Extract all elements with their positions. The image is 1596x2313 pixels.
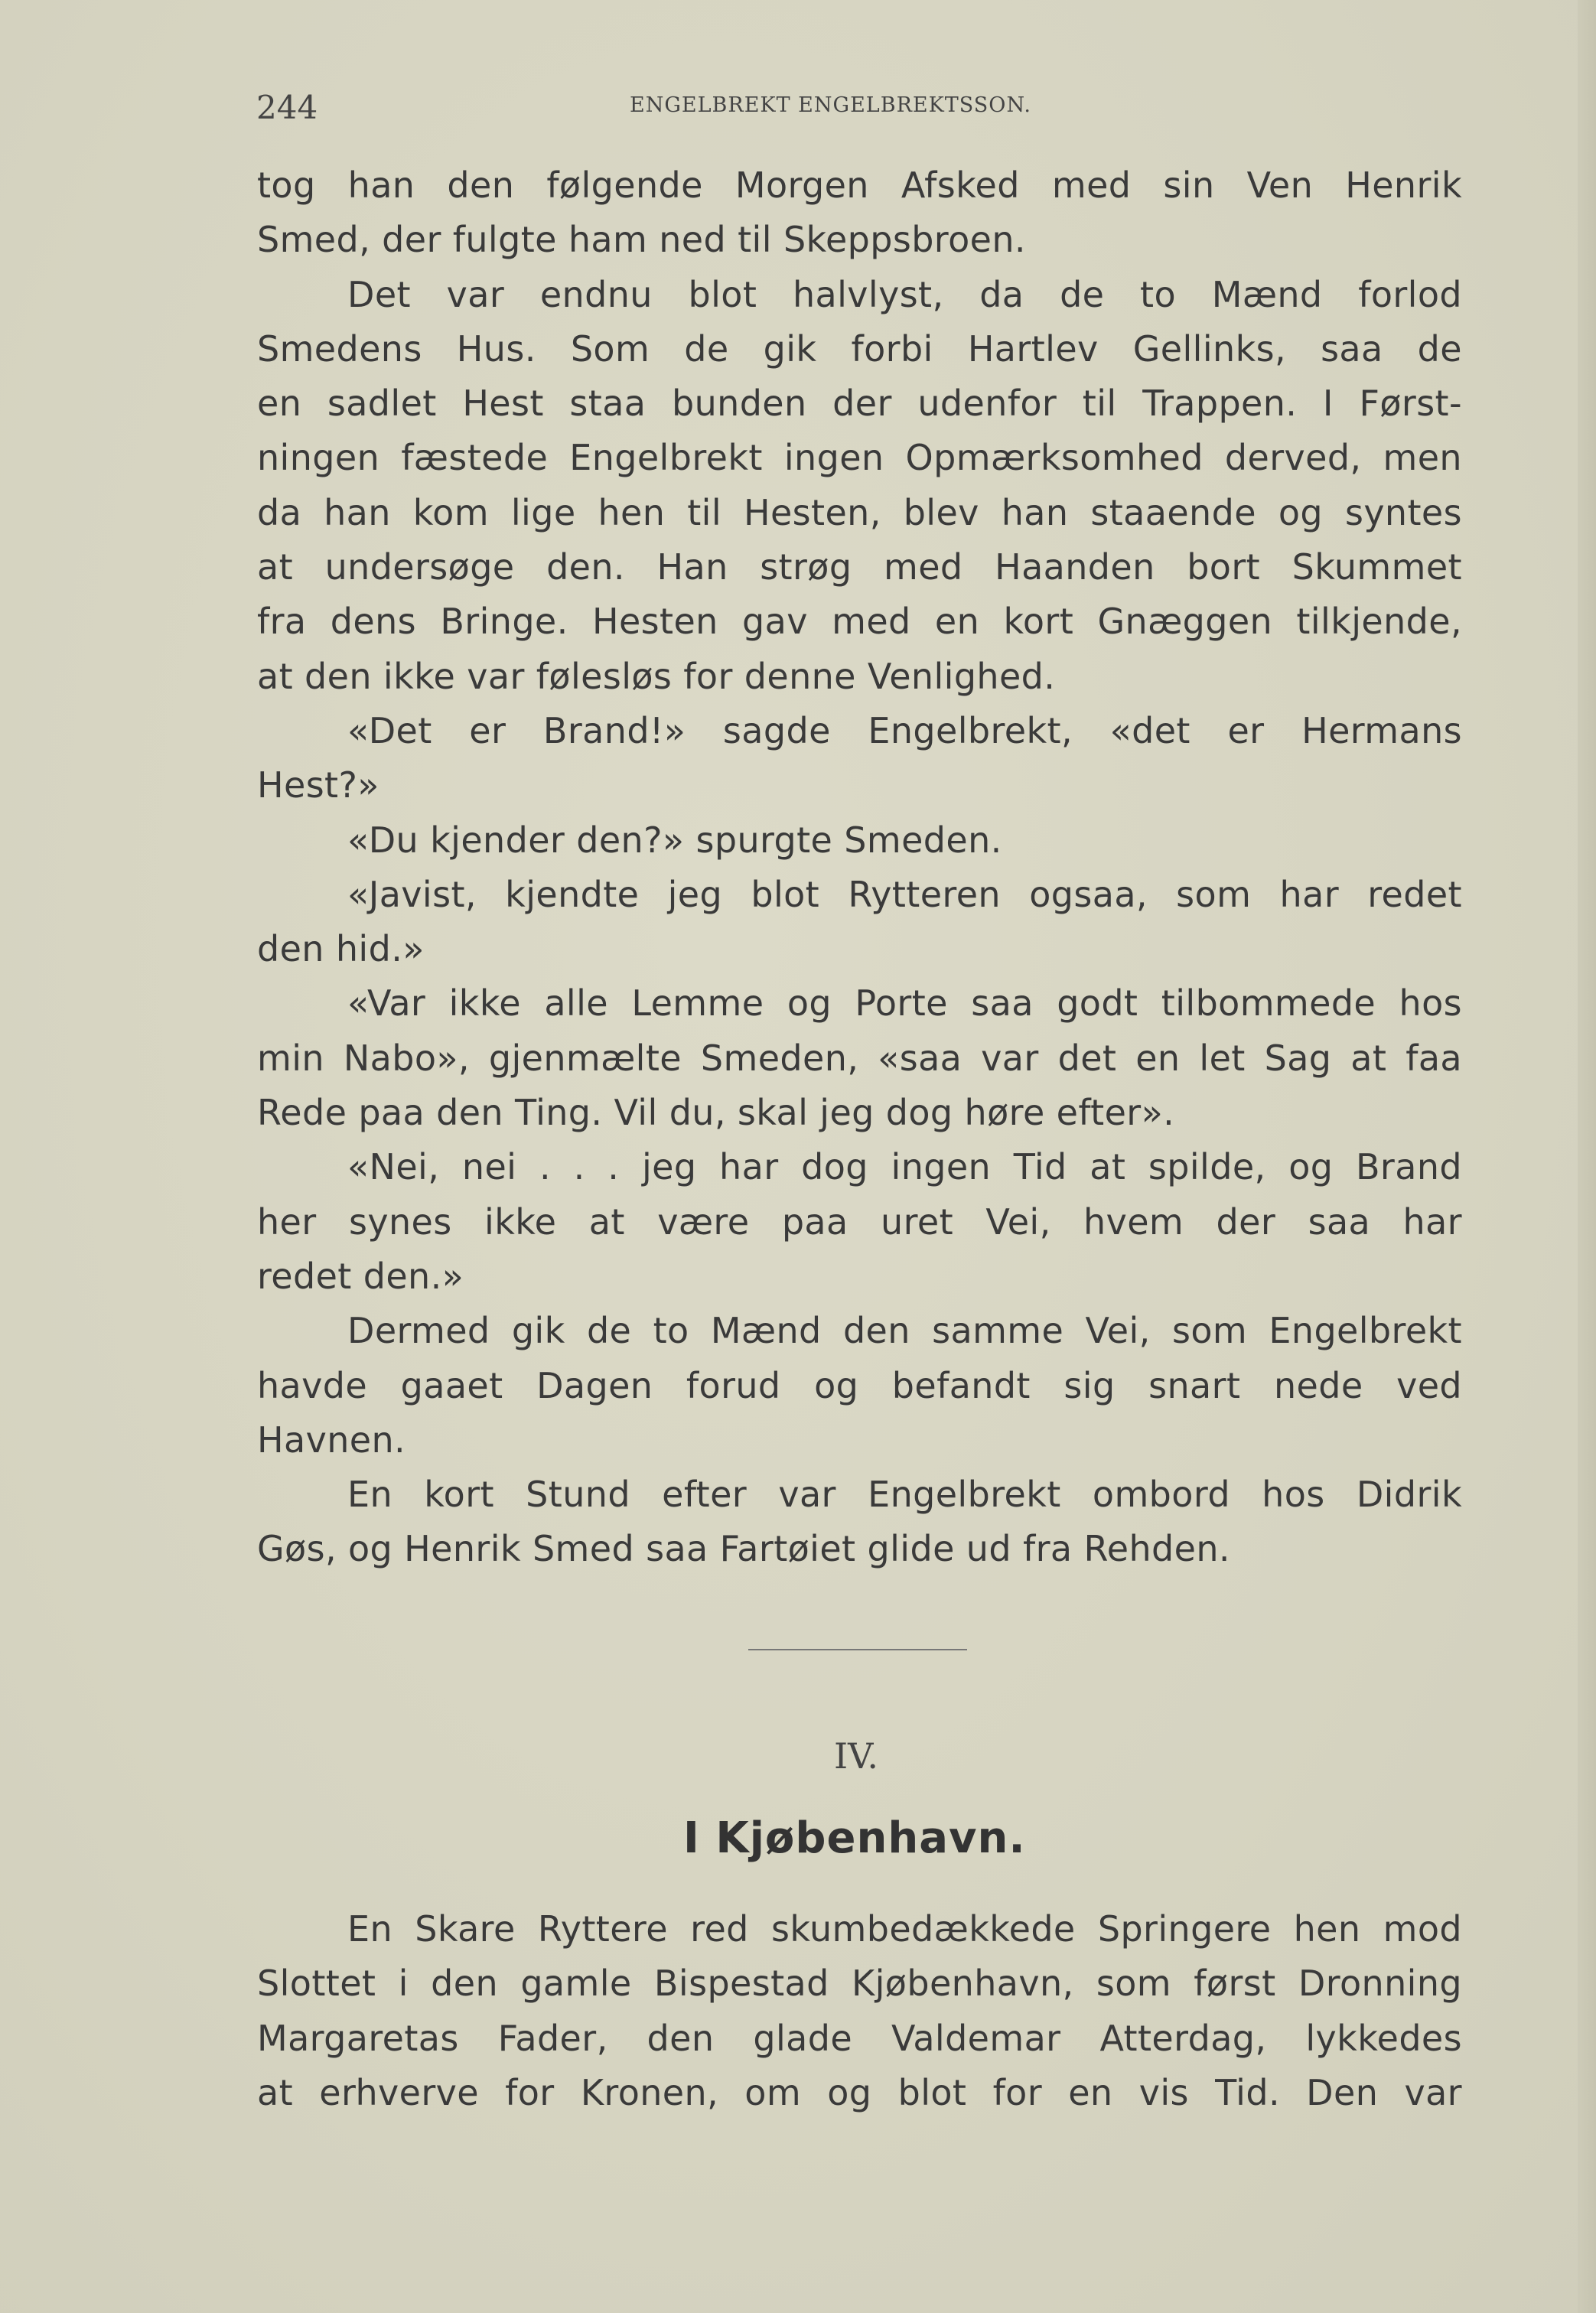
text-line: En Skare Ryttere red skumbedækkede Springere hen mod bbox=[347, 1908, 1462, 1950]
text-line: «Du kjender den?» spurgte Smeden. bbox=[347, 819, 1002, 861]
text-line: en sadlet Hest staa bunden der udenfor til Trappen. I Først- bbox=[257, 383, 1462, 425]
chapter-text bbox=[257, 1902, 1462, 2120]
section-divider bbox=[748, 1649, 967, 1650]
text-line: at erhverve for Kronen, om og blot for en vis Tid. Den var bbox=[257, 2071, 1462, 2113]
text-line: En kort Stund efter var Engelbrekt ombord hos Didrik bbox=[347, 1474, 1462, 1516]
text-line: Rede paa den Ting. Vil du, skal jeg dog høre efter». bbox=[257, 1092, 1175, 1134]
text-line: den hid.» bbox=[257, 928, 425, 970]
text-line: at undersøge den. Han strøg med Haanden bort Skummet bbox=[257, 546, 1462, 588]
page-edge bbox=[1578, 0, 1596, 2313]
running-head: ENGELBREKT ENGELBREKTSSON. bbox=[630, 93, 1031, 117]
text-line: Det var endnu blot halvlyst, da de to Mænd forlod bbox=[347, 273, 1462, 315]
text-line: Smed, der fulgte ham ned til Skeppsbroen. bbox=[257, 219, 1026, 261]
text-line: Gøs, og Henrik Smed saa Fartøiet glide ud fra Rehden. bbox=[257, 1528, 1230, 1570]
text-line: da han kom lige hen til Hesten, blev han staaende og syntes bbox=[257, 491, 1462, 533]
chapter-title: I Kjøbenhavn. bbox=[683, 1813, 1026, 1863]
text-line: ningen fæstede Engelbrekt ingen Opmærksomhed derved, men bbox=[257, 437, 1462, 479]
text-line: Smedens Hus. Som de gik forbi Hartlev Gellinks, saa de bbox=[257, 327, 1462, 370]
text-line: fra dens Bringe. Hesten gav med en kort Gnæggen tilkjende, bbox=[257, 601, 1462, 643]
text-line: Margaretas Fader, den glade Valdemar Atterdag, lykkedes bbox=[257, 2017, 1462, 2059]
text-line: min Nabo», gjenmælte Smeden, «saa var det en let Sag at faa bbox=[257, 1037, 1462, 1079]
text-line: Havnen. bbox=[257, 1419, 406, 1461]
text-line: her synes ikke at være paa uret Vei, hvem der saa har bbox=[257, 1200, 1462, 1243]
text-line: Slottet i den gamle Bispestad Kjøbenhavn, som først Dronning bbox=[257, 1963, 1462, 2005]
body-text bbox=[257, 158, 1462, 1577]
text-line: havde gaaet Dagen forud og befandt sig snart nede ved bbox=[257, 1364, 1462, 1406]
text-line: «Nei, nei . . . jeg har dog ingen Tid at spilde, og Brand bbox=[347, 1146, 1462, 1188]
text-line: at den ikke var følesløs for denne Venlighed. bbox=[257, 655, 1056, 697]
text-line: Dermed gik de to Mænd den samme Vei, som Engelbrekt bbox=[347, 1310, 1462, 1352]
chapter-number: IV. bbox=[834, 1735, 878, 1777]
text-line: tog han den følgende Morgen Afsked med sin Ven Henrik bbox=[257, 165, 1462, 206]
text-line: redet den.» bbox=[257, 1255, 464, 1297]
text-line: Hest?» bbox=[257, 764, 379, 806]
text-line: «Javist, kjendte jeg blot Rytteren ogsaa, som har redet bbox=[347, 873, 1462, 915]
text-line: «Det er Brand!» sagde Engelbrekt, «det er Hermans bbox=[347, 709, 1462, 751]
page-number: 244 bbox=[256, 89, 318, 126]
text-line: «Var ikke alle Lemme og Porte saa godt tilbommede hos bbox=[347, 982, 1462, 1025]
